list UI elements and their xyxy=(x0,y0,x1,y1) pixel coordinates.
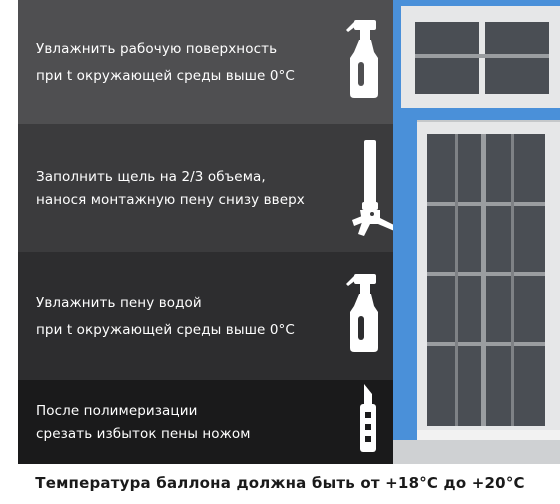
step-3-line-1: Увлажнить пену водой xyxy=(36,295,202,311)
step-text-2 xyxy=(36,166,326,212)
window-frame-graphic xyxy=(393,0,560,464)
footer-note: Температура баллона должна быть от +18°С до +20°С xyxy=(35,474,525,492)
step-4-line-1: После полимеризации xyxy=(36,403,198,419)
step-panel-3 xyxy=(18,252,393,380)
step-1-line-1: Увлажнить рабочую поверхность xyxy=(36,41,278,57)
step-panel-4 xyxy=(18,380,393,464)
step-text-3 xyxy=(36,292,326,342)
step-panel-1 xyxy=(18,0,393,124)
step-3-line-2: при t окружающей среды выше 0°С xyxy=(36,322,295,338)
step-text-1 xyxy=(36,38,326,88)
step-4-line-2: срезать избыток пены ножом xyxy=(36,426,251,442)
step-panel-2 xyxy=(18,124,393,252)
step-text-4 xyxy=(36,400,326,446)
step-2-line-1: Заполнить щель на 2/3 объема, xyxy=(36,169,266,185)
step-1-line-2: при t окружающей среды выше 0°С xyxy=(36,68,295,84)
window-illustration xyxy=(393,0,560,464)
step-2-line-2: нанося монтажную пену снизу вверх xyxy=(36,192,305,208)
